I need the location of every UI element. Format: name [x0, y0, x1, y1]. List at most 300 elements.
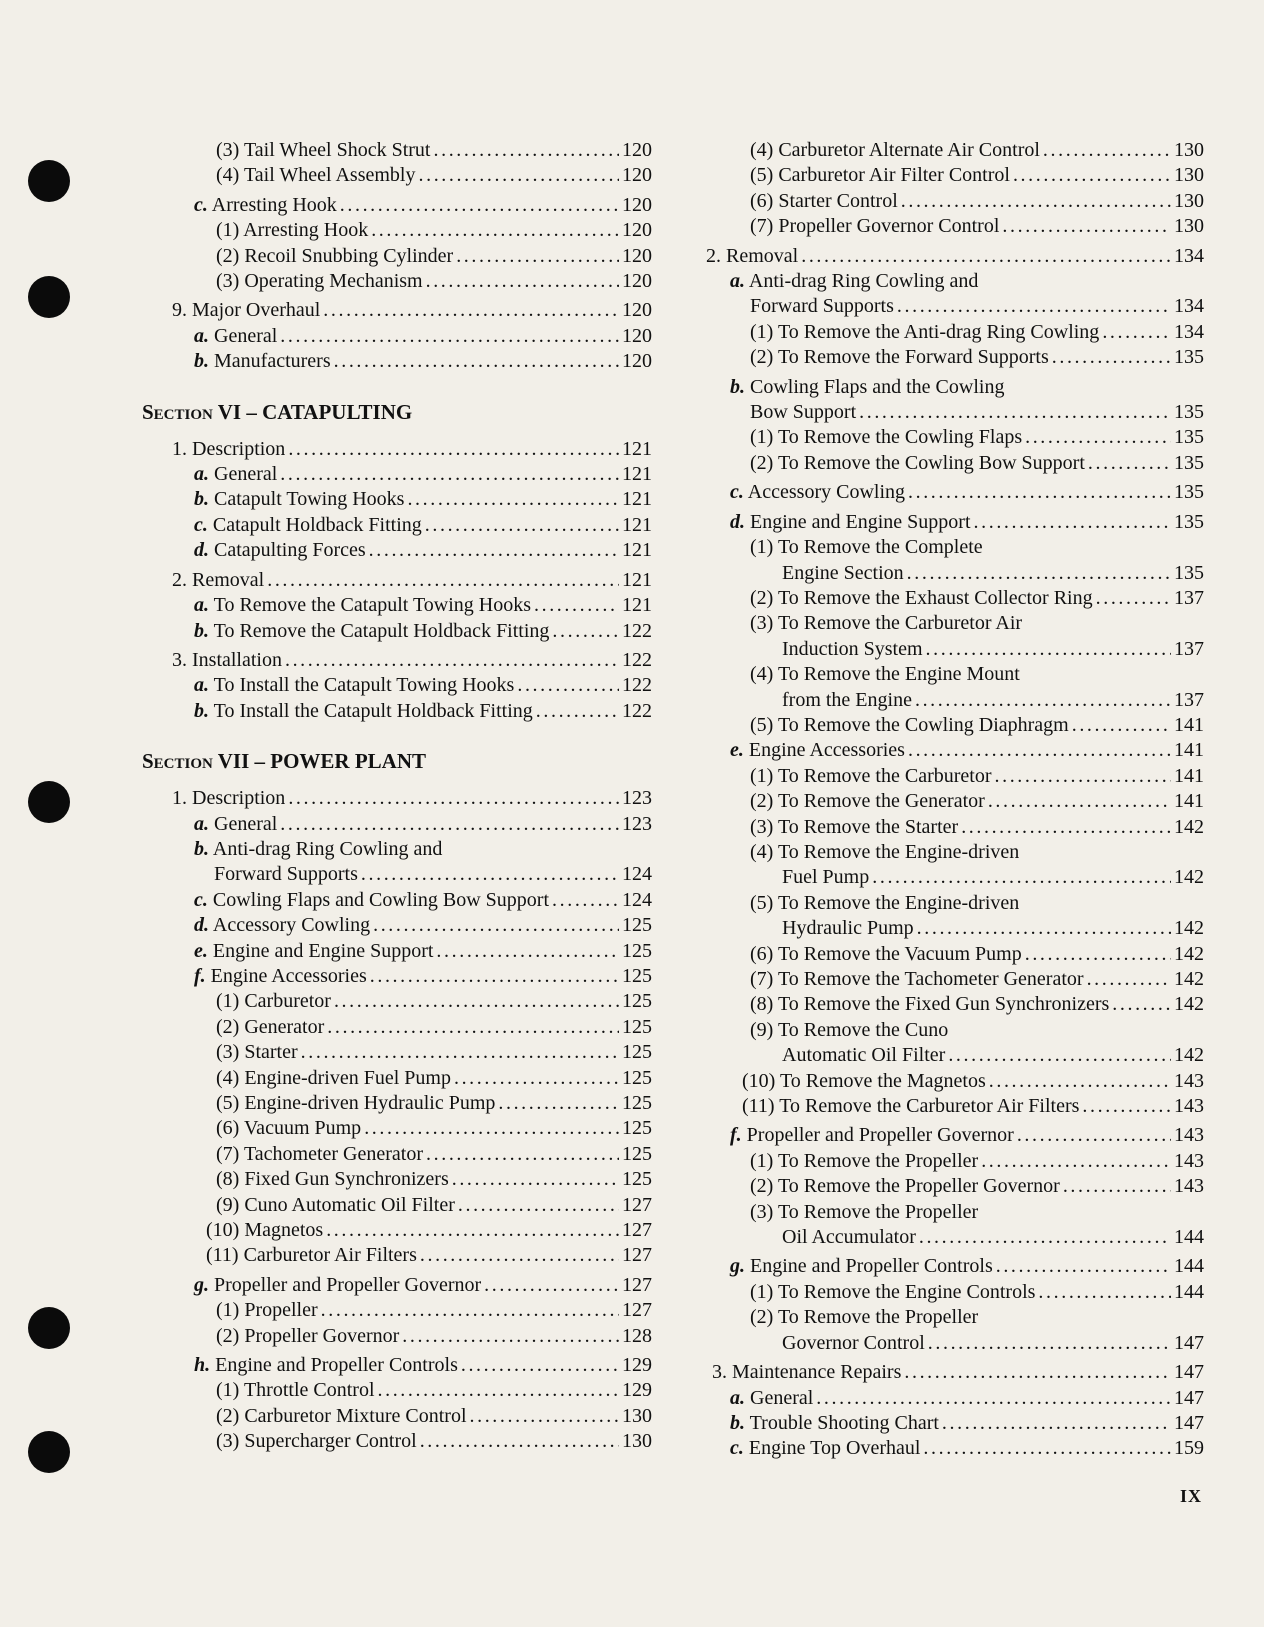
dot-leader	[904, 1360, 1171, 1385]
toc-entry-title	[742, 1069, 986, 1094]
toc-entry-letter: c.	[194, 513, 208, 536]
toc-entry-page: 143	[1174, 1124, 1204, 1147]
toc-entry-title	[750, 713, 1069, 738]
toc-entry-title	[750, 189, 898, 214]
toc-entry[interactable]	[142, 837, 652, 862]
toc-entry[interactable]	[706, 992, 1204, 1017]
toc-entry[interactable]	[142, 218, 652, 243]
toc-entry-title	[750, 1174, 1060, 1199]
toc-entry[interactable]	[142, 193, 652, 218]
toc-entry[interactable]	[142, 593, 652, 618]
dot-leader	[369, 538, 619, 563]
toc-entry-page: 130	[1174, 139, 1204, 161]
toc-entry[interactable]	[706, 400, 1204, 425]
toc-entry[interactable]	[142, 1429, 652, 1454]
toc-entry[interactable]	[706, 561, 1204, 586]
dot-leader	[454, 1066, 619, 1091]
dot-leader	[1082, 1094, 1171, 1119]
toc-entry-title	[730, 1386, 813, 1411]
dot-leader	[1087, 967, 1171, 992]
dot-leader	[498, 1091, 619, 1116]
toc-entry-letter: c.	[194, 888, 208, 911]
toc-entry-title	[206, 1218, 323, 1243]
toc-entry-page: 134	[1174, 320, 1204, 343]
dot-leader	[434, 138, 620, 163]
dot-leader	[995, 764, 1172, 789]
toc-entry-text: Fuel Pump	[782, 866, 870, 889]
dot-leader	[534, 593, 619, 618]
toc-entry-page: 122	[622, 699, 652, 722]
toc-entry-text: (1) To Remove the Propeller	[750, 1149, 979, 1172]
toc-entry-text: (11) To Remove the Carburetor Air Filters	[742, 1095, 1080, 1118]
toc-entry-page: 127	[622, 1273, 652, 1296]
toc-entry[interactable]	[142, 862, 652, 887]
toc-entry-title	[750, 789, 985, 814]
toc-entry[interactable]	[706, 688, 1204, 713]
toc-entry-text: (5) Carburetor Air Filter Control	[750, 164, 1010, 187]
dot-leader	[907, 561, 1171, 586]
toc-entry-page: 121	[622, 513, 652, 536]
toc-entry[interactable]	[142, 699, 652, 724]
toc-entry-text: Catapult Holdback Fitting	[212, 513, 422, 536]
toc-entry-page: 120	[622, 324, 652, 347]
page-number: IX	[1180, 1486, 1203, 1506]
dot-leader	[988, 789, 1171, 814]
toc-entry-text: Cowling Flaps and Cowling Bow Support	[212, 888, 550, 911]
toc-entry-page: 147	[1174, 1386, 1204, 1409]
toc-entry-text: (2) To Remove the Generator	[750, 790, 985, 813]
toc-entry[interactable]	[706, 1331, 1204, 1356]
toc-entry-title	[750, 815, 958, 840]
toc-entry-title	[782, 688, 912, 713]
toc-entry[interactable]	[142, 1091, 652, 1116]
toc-entry[interactable]	[142, 349, 652, 374]
toc-entry-title	[750, 451, 1085, 476]
toc-entry-text: General	[750, 1386, 814, 1409]
toc-entry-text: To Remove the Catapult Towing Hooks	[213, 594, 531, 617]
toc-entry[interactable]	[706, 916, 1204, 941]
toc-entry[interactable]	[706, 480, 1204, 505]
toc-entry-title	[750, 400, 856, 425]
toc-entry-title	[216, 1404, 467, 1429]
toc-entry[interactable]	[142, 1353, 652, 1378]
toc-entry-page: 128	[622, 1324, 652, 1347]
toc-entry-letter: d.	[194, 539, 209, 562]
toc-entry-page: 135	[1174, 451, 1204, 474]
toc-entry[interactable]	[142, 673, 652, 698]
dot-leader	[1017, 1123, 1171, 1148]
toc-entry-title	[730, 1436, 920, 1461]
toc-entry-title	[216, 1040, 298, 1065]
toc-entry-text: (3) Tail Wheel Shock Strut	[216, 139, 431, 161]
toc-entry[interactable]	[706, 269, 1204, 294]
toc-entry-title	[750, 425, 1022, 450]
toc-entry[interactable]	[142, 244, 652, 269]
toc-entry-title	[750, 1018, 948, 1043]
dot-leader	[1038, 1280, 1171, 1305]
toc-entry[interactable]	[706, 1018, 1204, 1043]
dot-leader	[288, 437, 619, 462]
toc-entry[interactable]	[142, 269, 652, 294]
toc-entry[interactable]	[706, 1280, 1204, 1305]
toc-entry-title	[782, 865, 869, 890]
toc-entry-title	[172, 786, 285, 811]
toc-entry-page: 125	[622, 1142, 652, 1165]
toc-entry[interactable]	[142, 939, 652, 964]
toc-entry-title	[216, 138, 431, 163]
toc-entry-page: 121	[622, 568, 652, 591]
toc-entry-text: (9) Cuno Automatic Oil Filter	[216, 1193, 455, 1216]
toc-entry-text: (1) To Remove the Engine Controls	[750, 1280, 1036, 1303]
toc-entry[interactable]	[142, 487, 652, 512]
dot-leader	[280, 462, 619, 487]
toc-entry-text: (1) To Remove the Carburetor	[750, 764, 992, 787]
toc-entry-title	[750, 1280, 1035, 1305]
toc-entry[interactable]	[706, 1360, 1204, 1385]
toc-entry[interactable]	[706, 138, 1204, 163]
toc-entry-title	[216, 163, 416, 188]
toc-entry-title	[730, 1254, 993, 1279]
dot-leader	[371, 218, 619, 243]
section-heading	[142, 399, 652, 425]
toc-entry[interactable]	[142, 913, 652, 938]
toc-entry-text: Forward Supports	[214, 863, 358, 886]
dot-leader	[458, 1193, 619, 1218]
binder-hole	[28, 1431, 70, 1473]
toc-entry-title	[712, 1360, 901, 1385]
toc-entry-title	[730, 269, 978, 294]
toc-entry-title	[750, 662, 1020, 687]
toc-entry[interactable]	[706, 1225, 1204, 1250]
toc-entry-title	[216, 1116, 361, 1141]
toc-entry-page: 135	[1174, 561, 1204, 584]
toc-entry-title	[216, 1193, 455, 1218]
toc-entry-page: 141	[1174, 764, 1204, 787]
toc-entry[interactable]	[142, 462, 652, 487]
toc-entry-letter: h.	[194, 1354, 211, 1377]
toc-entry[interactable]	[706, 375, 1204, 400]
toc-entry[interactable]	[142, 298, 652, 323]
toc-entry[interactable]	[706, 738, 1204, 763]
toc-entry-title	[216, 1378, 375, 1403]
toc-entry-page: 122	[622, 619, 652, 642]
toc-entry[interactable]	[142, 648, 652, 673]
toc-entry[interactable]	[142, 538, 652, 563]
toc-entry[interactable]	[142, 1298, 652, 1323]
toc-entry[interactable]	[706, 510, 1204, 535]
toc-entry-page: 135	[1174, 481, 1204, 504]
toc-entry-letter: a.	[194, 674, 209, 697]
toc-entry-letter: d.	[730, 510, 745, 533]
toc-entry-title	[194, 699, 533, 724]
toc-entry[interactable]	[142, 513, 652, 538]
toc-entry-letter: g.	[730, 1255, 745, 1278]
toc-entry-letter: a.	[730, 1386, 745, 1409]
toc-entry[interactable]	[706, 967, 1204, 992]
toc-entry[interactable]	[706, 1200, 1204, 1225]
toc-entry-title	[194, 349, 331, 374]
toc-entry[interactable]	[706, 1254, 1204, 1279]
section-heading-title: VI – CATAPULTING	[217, 399, 413, 424]
toc-entry[interactable]	[706, 1436, 1204, 1461]
toc-entry-title	[750, 294, 894, 319]
toc-entry[interactable]	[142, 812, 652, 837]
toc-entry-text: (7) To Remove the Tachometer Generator	[750, 968, 1084, 990]
toc-entry[interactable]	[706, 637, 1204, 662]
toc-entry[interactable]	[706, 1123, 1204, 1148]
toc-entry-letter: a.	[194, 812, 209, 835]
toc-entry-title	[730, 1123, 1014, 1148]
toc-entry[interactable]	[142, 786, 652, 811]
toc-entry-title	[750, 840, 1019, 865]
toc-entry[interactable]	[706, 713, 1204, 738]
toc-entry-page: 125	[622, 914, 652, 937]
toc-entry[interactable]	[706, 891, 1204, 916]
toc-entry[interactable]	[706, 345, 1204, 370]
toc-entry-page: 130	[1174, 215, 1204, 238]
toc-entry[interactable]	[706, 214, 1204, 239]
dot-leader	[1025, 942, 1171, 967]
toc-entry-title	[172, 568, 264, 593]
binder-hole	[28, 781, 70, 823]
dot-leader	[419, 163, 620, 188]
toc-entry[interactable]	[706, 1094, 1204, 1119]
toc-entry-title	[216, 1142, 423, 1167]
toc-entry[interactable]	[142, 619, 652, 644]
toc-entry-letter: f.	[730, 1124, 742, 1147]
toc-entry-text: Engine Accessories	[748, 739, 905, 762]
toc-entry-title	[706, 244, 798, 269]
toc-entry-page: 124	[622, 888, 652, 911]
toc-entry[interactable]	[706, 586, 1204, 611]
toc-entry-text: (9) To Remove the Cuno	[750, 1018, 949, 1041]
toc-entry-letter: c.	[730, 481, 744, 504]
toc-entry-text: Engine Section	[782, 561, 904, 584]
toc-entry[interactable]	[706, 244, 1204, 269]
toc-entry-title	[194, 1353, 458, 1378]
toc-entry-page: 141	[1174, 790, 1204, 813]
toc-entry-text: (1) To Remove the Cowling Flaps	[750, 426, 1023, 449]
toc-entry-title	[750, 535, 983, 560]
toc-entry-text: 3. Maintenance Repairs	[712, 1361, 902, 1384]
dot-leader	[948, 1043, 1171, 1068]
toc-entry-text: Manufacturers	[214, 350, 331, 373]
toc-entry[interactable]	[142, 1116, 652, 1141]
toc-entry-text: Engine and Propeller Controls	[215, 1354, 458, 1377]
toc-entry-title	[730, 738, 905, 763]
toc-entry-page: 120	[622, 299, 652, 322]
toc-entry[interactable]	[142, 437, 652, 462]
toc-entry-page: 123	[622, 812, 652, 835]
section-heading-prefix: Section	[142, 399, 213, 424]
toc-entry[interactable]	[706, 1174, 1204, 1199]
toc-entry-page: 125	[622, 990, 652, 1013]
toc-entry[interactable]	[706, 611, 1204, 636]
dot-leader	[801, 244, 1171, 269]
toc-entry[interactable]	[706, 1305, 1204, 1330]
dot-leader	[517, 673, 619, 698]
toc-entry[interactable]	[706, 1043, 1204, 1068]
toc-entry-text: Propeller and Propeller Governor	[746, 1124, 1014, 1147]
toc-entry-title	[730, 1411, 939, 1436]
toc-entry-text: Propeller and Propeller Governor	[214, 1273, 482, 1296]
toc-entry[interactable]	[142, 1404, 652, 1429]
toc-entry-page: 137	[1174, 637, 1204, 660]
toc-entry[interactable]	[142, 989, 652, 1014]
toc-entry[interactable]	[706, 789, 1204, 814]
toc-entry[interactable]	[706, 662, 1204, 687]
toc-entry[interactable]	[706, 764, 1204, 789]
toc-entry-page: 143	[1174, 1095, 1204, 1118]
toc-entry-letter: c.	[730, 1437, 744, 1460]
dot-leader	[301, 1040, 619, 1065]
toc-entry-title	[194, 593, 531, 618]
toc-entry[interactable]	[142, 324, 652, 349]
dot-leader	[378, 1378, 620, 1403]
toc-entry-title	[194, 888, 549, 913]
toc-entry[interactable]	[706, 1069, 1204, 1094]
toc-entry-page: 121	[622, 488, 652, 511]
toc-entry-text: (4) Engine-driven Fuel Pump	[216, 1066, 451, 1089]
toc-entry-text: (8) To Remove the Fixed Gun Synchronizers	[750, 993, 1110, 1016]
toc-entry-page: 134	[1174, 295, 1204, 318]
toc-entry[interactable]	[706, 865, 1204, 890]
toc-entry-page: 144	[1174, 1280, 1204, 1303]
toc-entry[interactable]	[706, 189, 1204, 214]
toc-entry[interactable]	[142, 1218, 652, 1243]
toc-entry-title	[750, 992, 1109, 1017]
toc-entry-page: 122	[622, 674, 652, 697]
dot-leader	[425, 513, 619, 538]
toc-entry-title	[742, 1094, 1079, 1119]
toc-entry-text: (1) Carburetor	[216, 990, 331, 1013]
toc-entry-text: (11) Carburetor Air Filters	[206, 1244, 417, 1267]
toc-entry-page: 129	[622, 1379, 652, 1402]
toc-entry-letter: e.	[730, 739, 744, 762]
toc-entry[interactable]	[142, 1142, 652, 1167]
toc-entry[interactable]	[142, 1167, 652, 1192]
binder-hole	[28, 276, 70, 318]
toc-entry[interactable]	[142, 1015, 652, 1040]
toc-entry-page: 147	[1174, 1331, 1204, 1354]
toc-entry-text: (2) To Remove the Cowling Bow Support	[750, 451, 1085, 474]
toc-entry[interactable]	[142, 568, 652, 593]
toc-entry[interactable]	[142, 888, 652, 913]
toc-entry[interactable]	[142, 1193, 652, 1218]
toc-entry-page: 125	[622, 1066, 652, 1089]
dot-leader	[426, 269, 619, 294]
toc-entry-text: Accessory Cowling	[212, 914, 371, 937]
toc-entry-title	[194, 673, 514, 698]
toc-entry-title	[194, 837, 442, 862]
toc-entry-title	[730, 375, 1004, 400]
toc-entry[interactable]	[706, 942, 1204, 967]
toc-entry[interactable]	[706, 451, 1204, 476]
dot-leader	[996, 1254, 1171, 1279]
toc-entry-page: 142	[1174, 917, 1204, 940]
dot-leader	[288, 786, 619, 811]
toc-entry[interactable]	[706, 815, 1204, 840]
toc-entry[interactable]	[706, 425, 1204, 450]
dot-leader	[917, 916, 1171, 941]
toc-entry[interactable]	[142, 138, 652, 163]
toc-entry-text: Trouble Shooting Chart	[749, 1411, 939, 1434]
toc-entry[interactable]	[706, 163, 1204, 188]
dot-leader	[1112, 992, 1171, 1017]
toc-entry-title	[216, 1091, 495, 1116]
toc-entry-text: (2) To Remove the Exhaust Collector Ring	[750, 586, 1093, 609]
toc-entry[interactable]	[706, 1149, 1204, 1174]
toc-entry-page: 121	[622, 463, 652, 486]
toc-entry-letter: a.	[194, 324, 209, 347]
toc-entry[interactable]	[142, 163, 652, 188]
toc-entry-text: Arresting Hook	[211, 193, 337, 216]
toc-entry-text: (2) Propeller Governor	[216, 1324, 400, 1347]
toc-entry-letter: a.	[194, 463, 209, 486]
toc-entry-page: 142	[1174, 993, 1204, 1016]
toc-entry-title	[194, 1273, 481, 1298]
toc-entry-text: Accessory Cowling	[747, 481, 905, 504]
toc-entry-text: (2) To Remove the Forward Supports	[750, 346, 1049, 369]
toc-entry-title	[214, 862, 358, 887]
toc-entry-page: 127	[622, 1219, 652, 1242]
toc-entry[interactable]	[142, 964, 652, 989]
toc-entry-text: Automatic Oil Filter	[782, 1044, 946, 1067]
toc-entry-title	[782, 561, 904, 586]
toc-entry-text: (6) To Remove the Vacuum Pump	[750, 942, 1022, 965]
toc-entry-text: (1) Arresting Hook	[216, 219, 369, 242]
dot-leader	[1013, 163, 1171, 188]
toc-entry[interactable]	[142, 1378, 652, 1403]
toc-entry-letter: e.	[194, 939, 208, 962]
toc-entry[interactable]	[706, 320, 1204, 345]
toc-entry-letter: g.	[194, 1273, 209, 1296]
toc-entry[interactable]	[706, 535, 1204, 560]
toc-entry[interactable]	[142, 1040, 652, 1065]
dot-leader	[280, 324, 619, 349]
toc-entry-page: 120	[622, 270, 652, 293]
toc-entry-text: To Remove the Catapult Holdback Fitting	[213, 619, 550, 642]
toc-entry[interactable]	[142, 1324, 652, 1349]
toc-entry[interactable]	[706, 840, 1204, 865]
toc-entry-page: 120	[622, 350, 652, 373]
toc-entry[interactable]	[706, 1386, 1204, 1411]
toc-entry[interactable]	[706, 1411, 1204, 1436]
toc-entry-text: 1. Description	[172, 437, 286, 460]
dot-leader	[1052, 345, 1171, 370]
toc-entry-page: 127	[622, 1299, 652, 1322]
dot-leader	[470, 1404, 620, 1429]
toc-entry[interactable]	[142, 1243, 652, 1268]
dot-leader	[452, 1167, 619, 1192]
dot-leader	[1096, 586, 1171, 611]
toc-entry-title	[194, 964, 367, 989]
binder-hole	[28, 1307, 70, 1349]
toc-entry-text: 3. Installation	[172, 648, 282, 671]
toc-entry-text: (5) To Remove the Engine-driven	[750, 891, 1020, 914]
dot-leader	[321, 1298, 619, 1323]
toc-entry[interactable]	[706, 294, 1204, 319]
dot-leader	[981, 1149, 1171, 1174]
toc-entry-text: Induction System	[782, 637, 923, 660]
toc-entry-title	[750, 891, 1019, 916]
toc-entry-letter: a.	[730, 270, 745, 293]
toc-entry-text: (4) Tail Wheel Assembly	[216, 164, 416, 187]
toc-entry-text: Engine Accessories	[210, 964, 367, 987]
toc-entry[interactable]	[142, 1066, 652, 1091]
toc-entry-text: (3) Starter	[216, 1041, 298, 1064]
toc-entry[interactable]	[142, 1273, 652, 1298]
